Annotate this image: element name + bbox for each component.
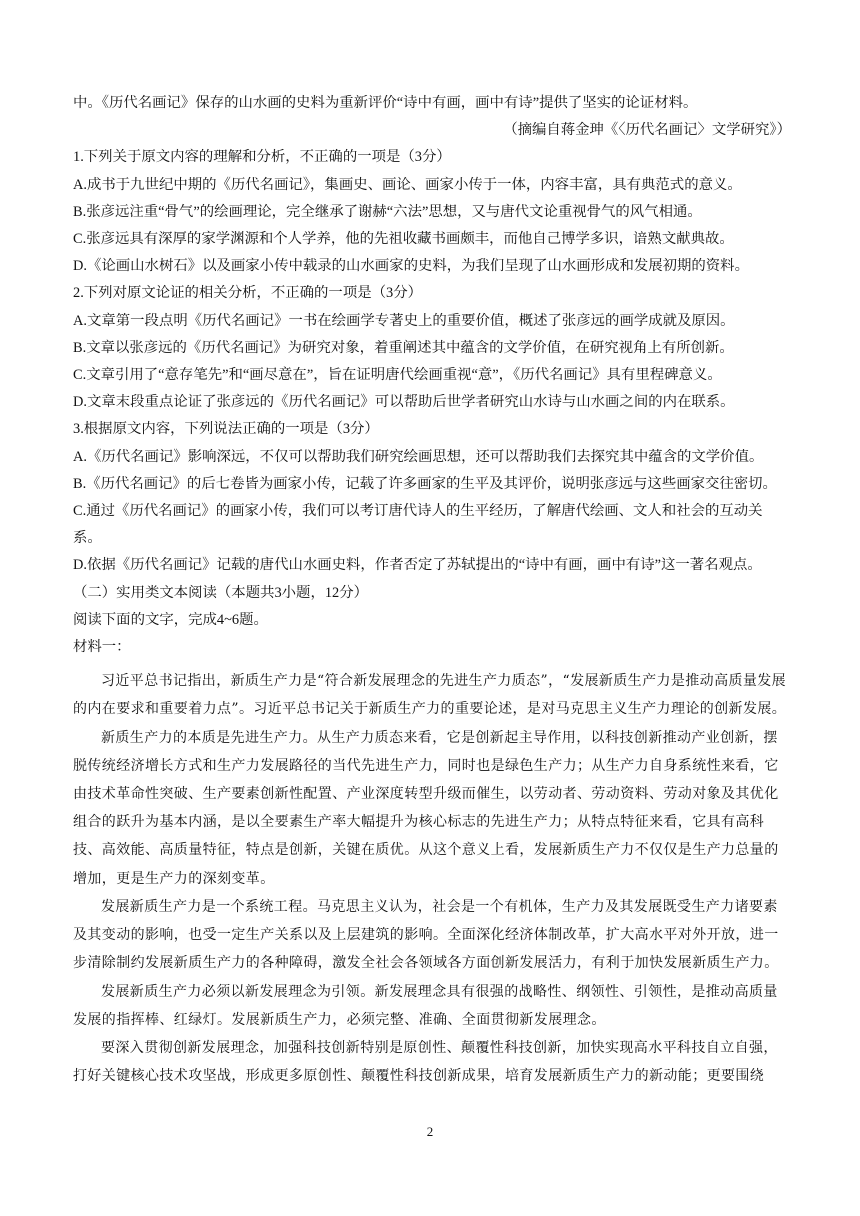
question-2 — [73, 280, 791, 416]
option-c: C.张彦远具有深厚的家学渊源和个人学养，他的先祖收藏书画颇丰，而他自己博学多识，谙熟文献典故。 — [73, 231, 734, 248]
material-one-text — [73, 667, 791, 1090]
material-paragraph: 要深入贯彻创新发展理念，加强科技创新特别是原创性、颠覆性科技创新，加快实现高水平科技自立自强，打好关键核心技术攻坚战，形成更多原创性、颠覆性科技创新成果，培育发展新质生产力的新动能；更要围绕 — [73, 1039, 778, 1085]
option-a: A.《历代名画记》影响深远，不仅可以帮助我们研究绘画思想，还可以帮助我们去探究其中蕴含的文学价值。 — [73, 448, 764, 465]
reading-instruction: 阅读下面的文字，完成4~6题。 — [73, 611, 268, 628]
question-stem: 3.根据原文内容，下列说法正确的一项是（3分） — [73, 421, 379, 438]
material-label: 材料一： — [73, 639, 131, 656]
question-stem: 1.下列关于原文内容的理解和分析，不正确的一项是（3分） — [73, 149, 451, 166]
page-number: 2 — [426, 1124, 434, 1139]
option-a: A.成书于九世纪中期的《历代名画记》，集画史、画论、画家小传于一体，内容丰富，具有典范式的意义。 — [73, 176, 742, 193]
question-stem: 2.下列对原文论证的相关分析，不正确的一项是（3分） — [73, 285, 422, 302]
option-b: B.张彦远注重“骨气”的绘画理论，完全继承了谢赫“六法”思想，又与唐代文论重视骨气的风气相通。 — [73, 203, 702, 220]
page-content — [73, 90, 791, 1090]
material-paragraph: 发展新质生产力必须以新发展理念为引领。新发展理念具有很强的战略性、纲领性、引领性，是推动高质量发展的指挥棒、红绿灯。发展新质生产力，必须完整、准确、全面贯彻新发展理念。 — [73, 983, 778, 1028]
option-d: D.《论画山水树石》以及画家小传中载录的山水画家的史料，为我们呈现了山水画形成和发展初期的资料。 — [73, 258, 749, 275]
option-b: B.《历代名画记》的后七卷皆为画家小传，记载了许多画家的生平及其评价，说明张彦远与这些画家交往密切。 — [73, 475, 777, 492]
source-citation: （摘编自蒋金珅《〈历代名画记〉文学研究》） — [503, 122, 791, 139]
material-paragraph: 习近平总书记指出，新质生产力是“符合新发展理念的先进生产力质态”，“发展新质生产力是推动高质量发展的内在要求和重要着力点”。习近平总书记关于新质生产力的重要论述，是对马克思主义生产力理论的创新发展。 — [73, 673, 787, 718]
option-c: C.通过《历代名画记》的画家小传，我们可以考订唐代诗人的生平经历，了解唐代绘画、文人和社会的互动关系。 — [73, 503, 763, 547]
option-b: B.文章以张彦远的《历代名画记》为研究对象，着重阐述其中蕴含的文学价值，在研究视角上有所创新。 — [73, 339, 734, 356]
section-title: （二）实用类文本阅读（本题共3小题，12分） — [73, 584, 369, 601]
option-c: C.文章引用了“意存笔先”和“画尽意在”，旨在证明唐代绘画重视“意”，《历代名画记》具有里程碑意义。 — [73, 367, 722, 384]
material-paragraph: 新质生产力的本质是先进生产力。从生产力质态来看，它是创新起主导作用，以科技创新推动产业创新，摆脱传统经济增长方式和生产力发展路径的当代先进生产力，同时也是绿色生产力；从生产力自身系统性来看，它由技术革命性突破、生产要素创新性配置、产业深度转型升级而催生，以劳动者、劳动资料、劳动对象及其优化组合的跃升为基本内涵，是以全要素生产率大幅提升为核心标志的先进生产力；从特点特征来看，它具有高科技、高效能、高质量特征，特点是创新，关键在质优。从这个意义上看，发展新质生产力不仅仅是生产力总量的增加，更是生产力的深刻变革。 — [73, 729, 779, 887]
question-3 — [73, 416, 791, 579]
option-d: D.依据《历代名画记》记载的唐代山水画史料，作者否定了苏轼提出的“诗中有画，画中有诗”这一著名观点。 — [73, 557, 762, 574]
option-d: D.文章末段重点论证了张彦远的《历代名画记》可以帮助后世学者研究山水诗与山水画之间的内在联系。 — [73, 394, 735, 411]
material-paragraph: 发展新质生产力是一个系统工程。马克思主义认为，社会是一个有机体，生产力及其发展既受生产力诸要素及其变动的影响，也受一定生产关系以及上层建筑的影响。全面深化经济体制改革，扩大高水平对外开放，进一步清除制约发展新质生产力的各种障碍，激发全社会各领域各方面创新发展活力，有利于加快发展新质生产力。 — [73, 898, 779, 972]
question-1 — [73, 144, 791, 280]
continued-paragraph-line: 中。《历代名画记》保存的山水画的史料为重新评价“诗中有画，画中有诗”提供了坚实的论证材料。 — [73, 95, 698, 111]
option-a: A.文章第一段点明《历代名画记》一书在绘画学专著史上的重要价值，概述了张彦远的画学成就及原因。 — [73, 312, 735, 329]
